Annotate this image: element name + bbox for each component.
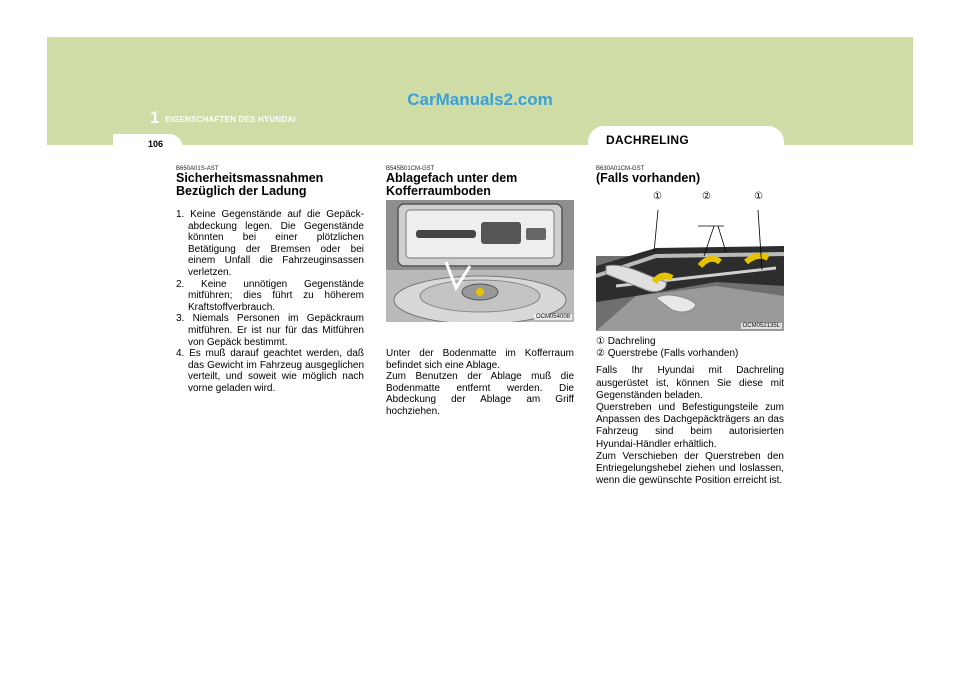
storage-text (386, 348, 574, 418)
heading-line: Kofferraumboden (386, 184, 491, 198)
image-code: OCM052135L (742, 323, 780, 329)
section-title: DACHRELING (606, 133, 689, 147)
section-code: B650A01S-AST (176, 166, 219, 172)
section-heading: (Falls vorhanden) (596, 171, 701, 185)
heading-line: Bezüglich der Ladung (176, 184, 307, 198)
list-item: 4. Es muß darauf geachtet werden, daß das Gewicht im Fahrzeug ausgeglichen verteilt, und soweit wie möglich nach vorne geladen wird. (176, 348, 364, 394)
callout-marker: ② (702, 191, 711, 202)
safety-list (176, 209, 364, 395)
paragraph: Zum Benutzen der Ablage muß die Bodenmatte entfernt werden. Die Abdeckung der Ablage am Griff hochziehen. (386, 371, 574, 417)
section-code: B630A01CM-GST (596, 166, 645, 172)
chapter-number: 1 (150, 108, 160, 127)
image-code: OCM054008 (535, 314, 570, 320)
heading-line: Sicherheitsmassnahmen (176, 171, 324, 185)
roof-rack-text (596, 336, 784, 487)
section-code: B545B01CM-GST (386, 166, 435, 172)
section-heading (176, 172, 323, 198)
section-heading (386, 172, 517, 198)
chapter-title: EIGENSCHAFTEN DES HYUNDAI (165, 115, 296, 124)
callout-marker: ① (653, 191, 662, 202)
paragraph: Falls Ihr Hyundai mit Dachreling ausgerüstet ist, können Sie diese mit Gegenständen beladen. (596, 365, 784, 401)
watermark-text: CarManuals2.com (407, 90, 553, 109)
page-number: 106 (148, 139, 164, 149)
trunk-illustration (386, 200, 574, 322)
callout-marker: ① (754, 191, 763, 202)
roof-rack-photo (596, 186, 784, 331)
roof-rack-illustration (596, 186, 784, 331)
paragraph: Unter der Bodenmatte im Kofferraum befindet sich eine Ablage. (386, 348, 574, 371)
list-item: 2. Keine unnötigen Gegenstände mitführen; dies führt zu höherem Kraftstoffverbrauch. (176, 278, 364, 313)
trunk-storage-photo (386, 200, 574, 322)
list-item: 1. Keine Gegenstände auf die Gepäck-abdeckung legen. Die Gegenstände könnten bei einer plötzlichen Betätigung der Bremsen oder bei einem Unfall die Fahrzeuginsassen verletzen. (176, 209, 364, 278)
heading-line: Ablagefach unter dem (386, 171, 518, 185)
list-item: 3. Niemals Personen im Gepäckraum mitführen. Er ist nur für das Mitführen von Gepäck bestimmt. (176, 313, 364, 348)
legend-item: ② Querstrebe (Falls vorhanden) (596, 348, 739, 360)
paragraph: Querstreben und Befestigungsteile zum Anpassen des Dachgepäckträgers an das Fahrzeug sind beim autorisierten Hyundai-Händler erhältlich. (596, 402, 784, 450)
paragraph: Zum Verschieben der Querstreben den Entriegelungshebel ziehen und loslassen, wenn die gewünschte Position erreicht ist. (596, 450, 784, 487)
legend-item: ① Dachreling (596, 336, 656, 347)
